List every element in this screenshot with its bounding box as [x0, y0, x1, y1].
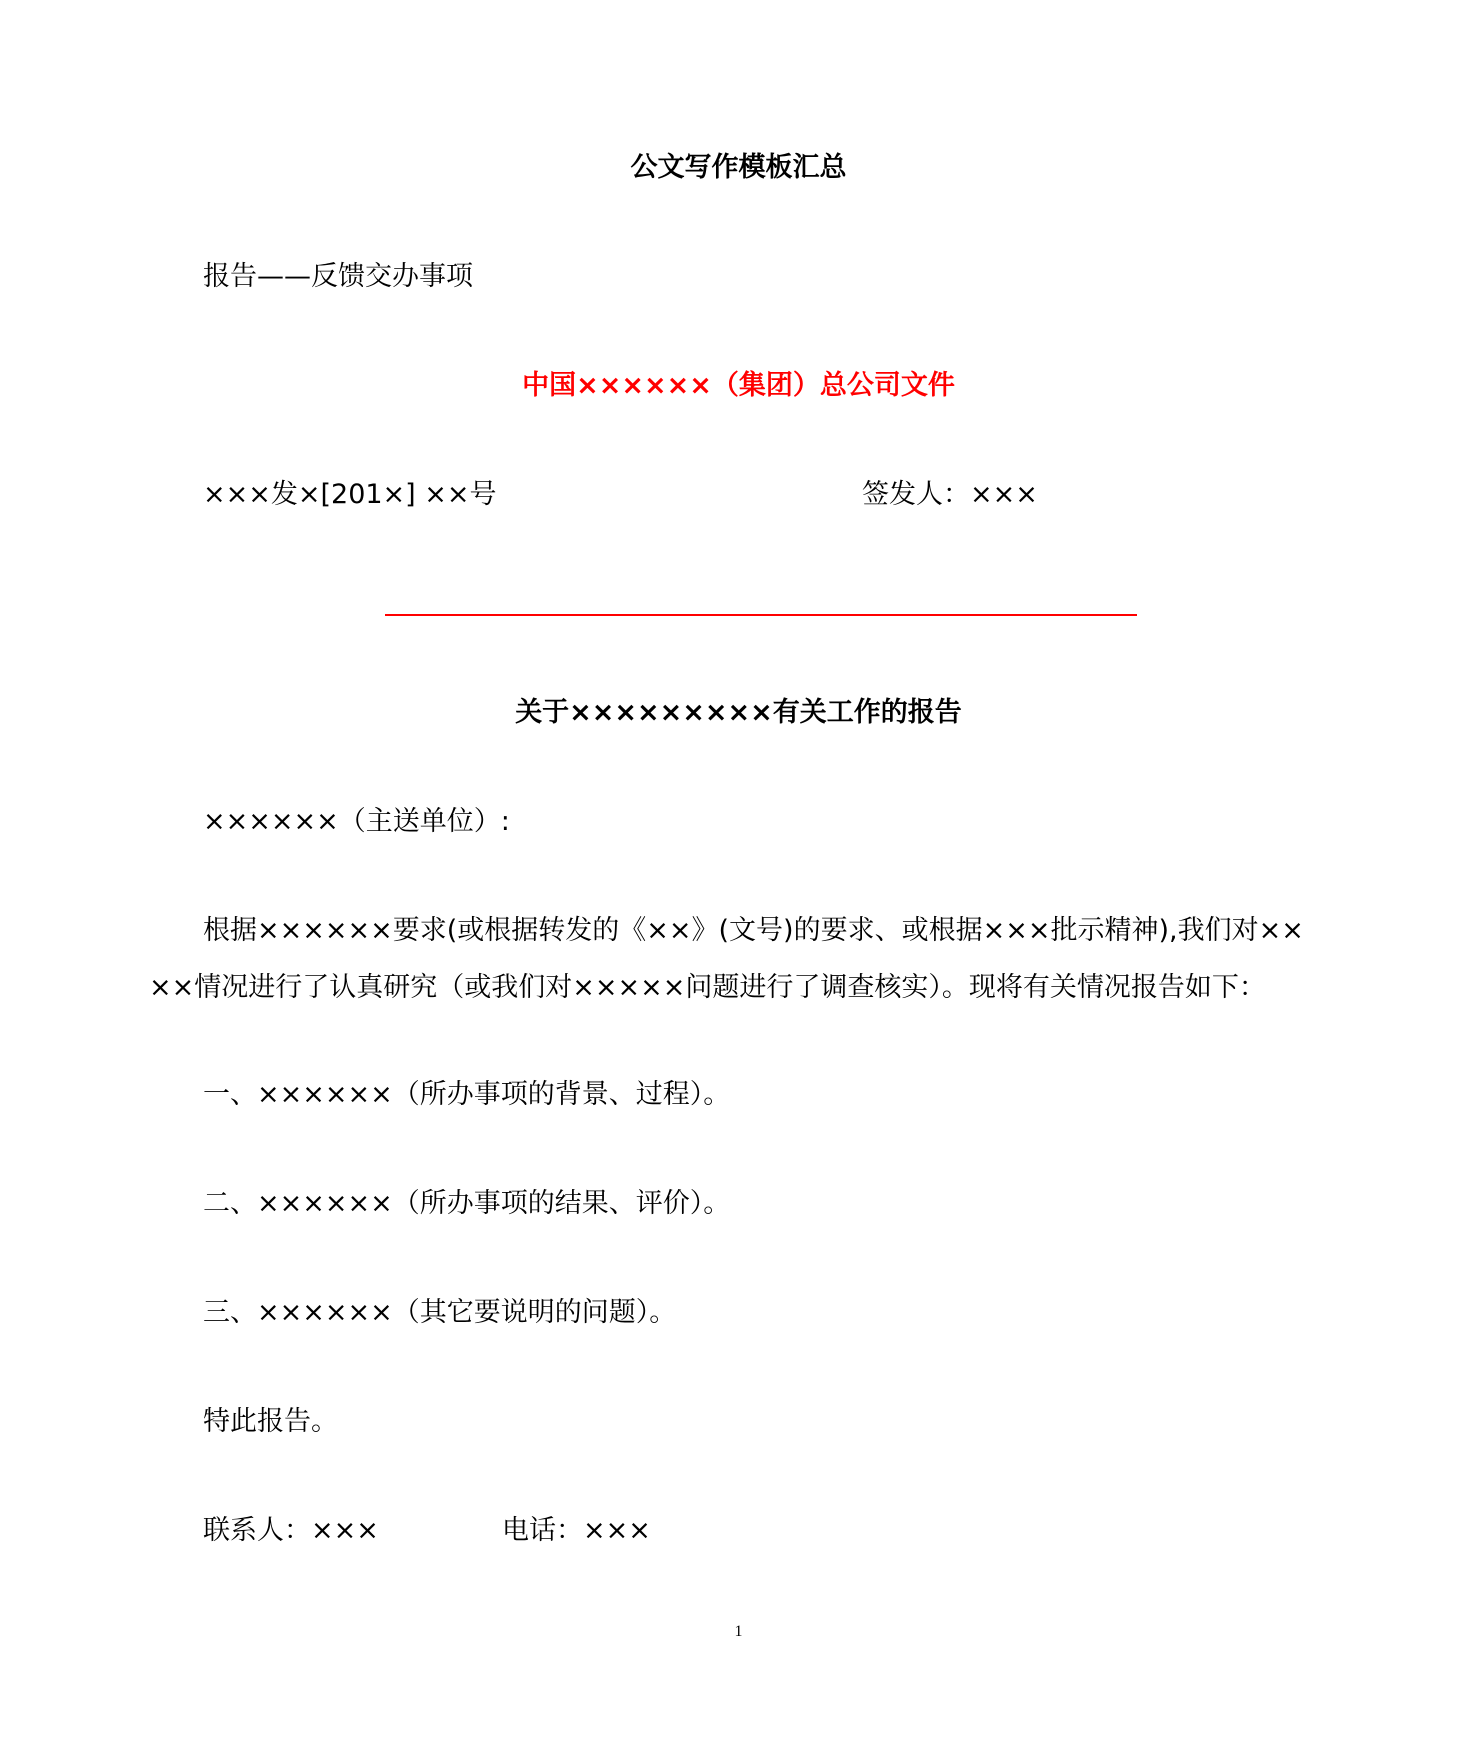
org-header: 中国××××××（集团）总公司文件: [522, 370, 955, 401]
document-number: ×××发×[201×] ××号: [203, 479, 497, 510]
body-paragraph-line-2: ××情况进行了认真研究（或我们对×××××问题进行了调查核实）。现将有关情况报告如下：: [149, 972, 1266, 1003]
body-paragraph-line-1: 根据××××××要求(或根据转发的《××》(文号)的要求、或根据×××批示精神),我们对××: [203, 915, 1304, 946]
contact-person: 联系人：×××: [203, 1515, 379, 1546]
page-number: 1: [734, 1623, 743, 1640]
red-divider-line: [385, 614, 1137, 616]
document-title: 公文写作模板汇总: [630, 152, 847, 183]
closing-text: 特此报告。: [203, 1406, 338, 1437]
section-label: 报告——反馈交办事项: [203, 261, 473, 292]
addressee: ××××××（主送单位）:: [203, 806, 510, 837]
item-three: 三、××××××（其它要说明的问题）。: [203, 1297, 677, 1328]
issuer: 签发人：×××: [862, 479, 1038, 510]
report-title: 关于×××××××××有关工作的报告: [515, 697, 962, 728]
item-one: 一、××××××（所办事项的背景、过程）。: [203, 1079, 731, 1110]
contact-phone: 电话：×××: [502, 1515, 651, 1546]
item-two: 二、××××××（所办事项的结果、评价）。: [203, 1188, 731, 1219]
